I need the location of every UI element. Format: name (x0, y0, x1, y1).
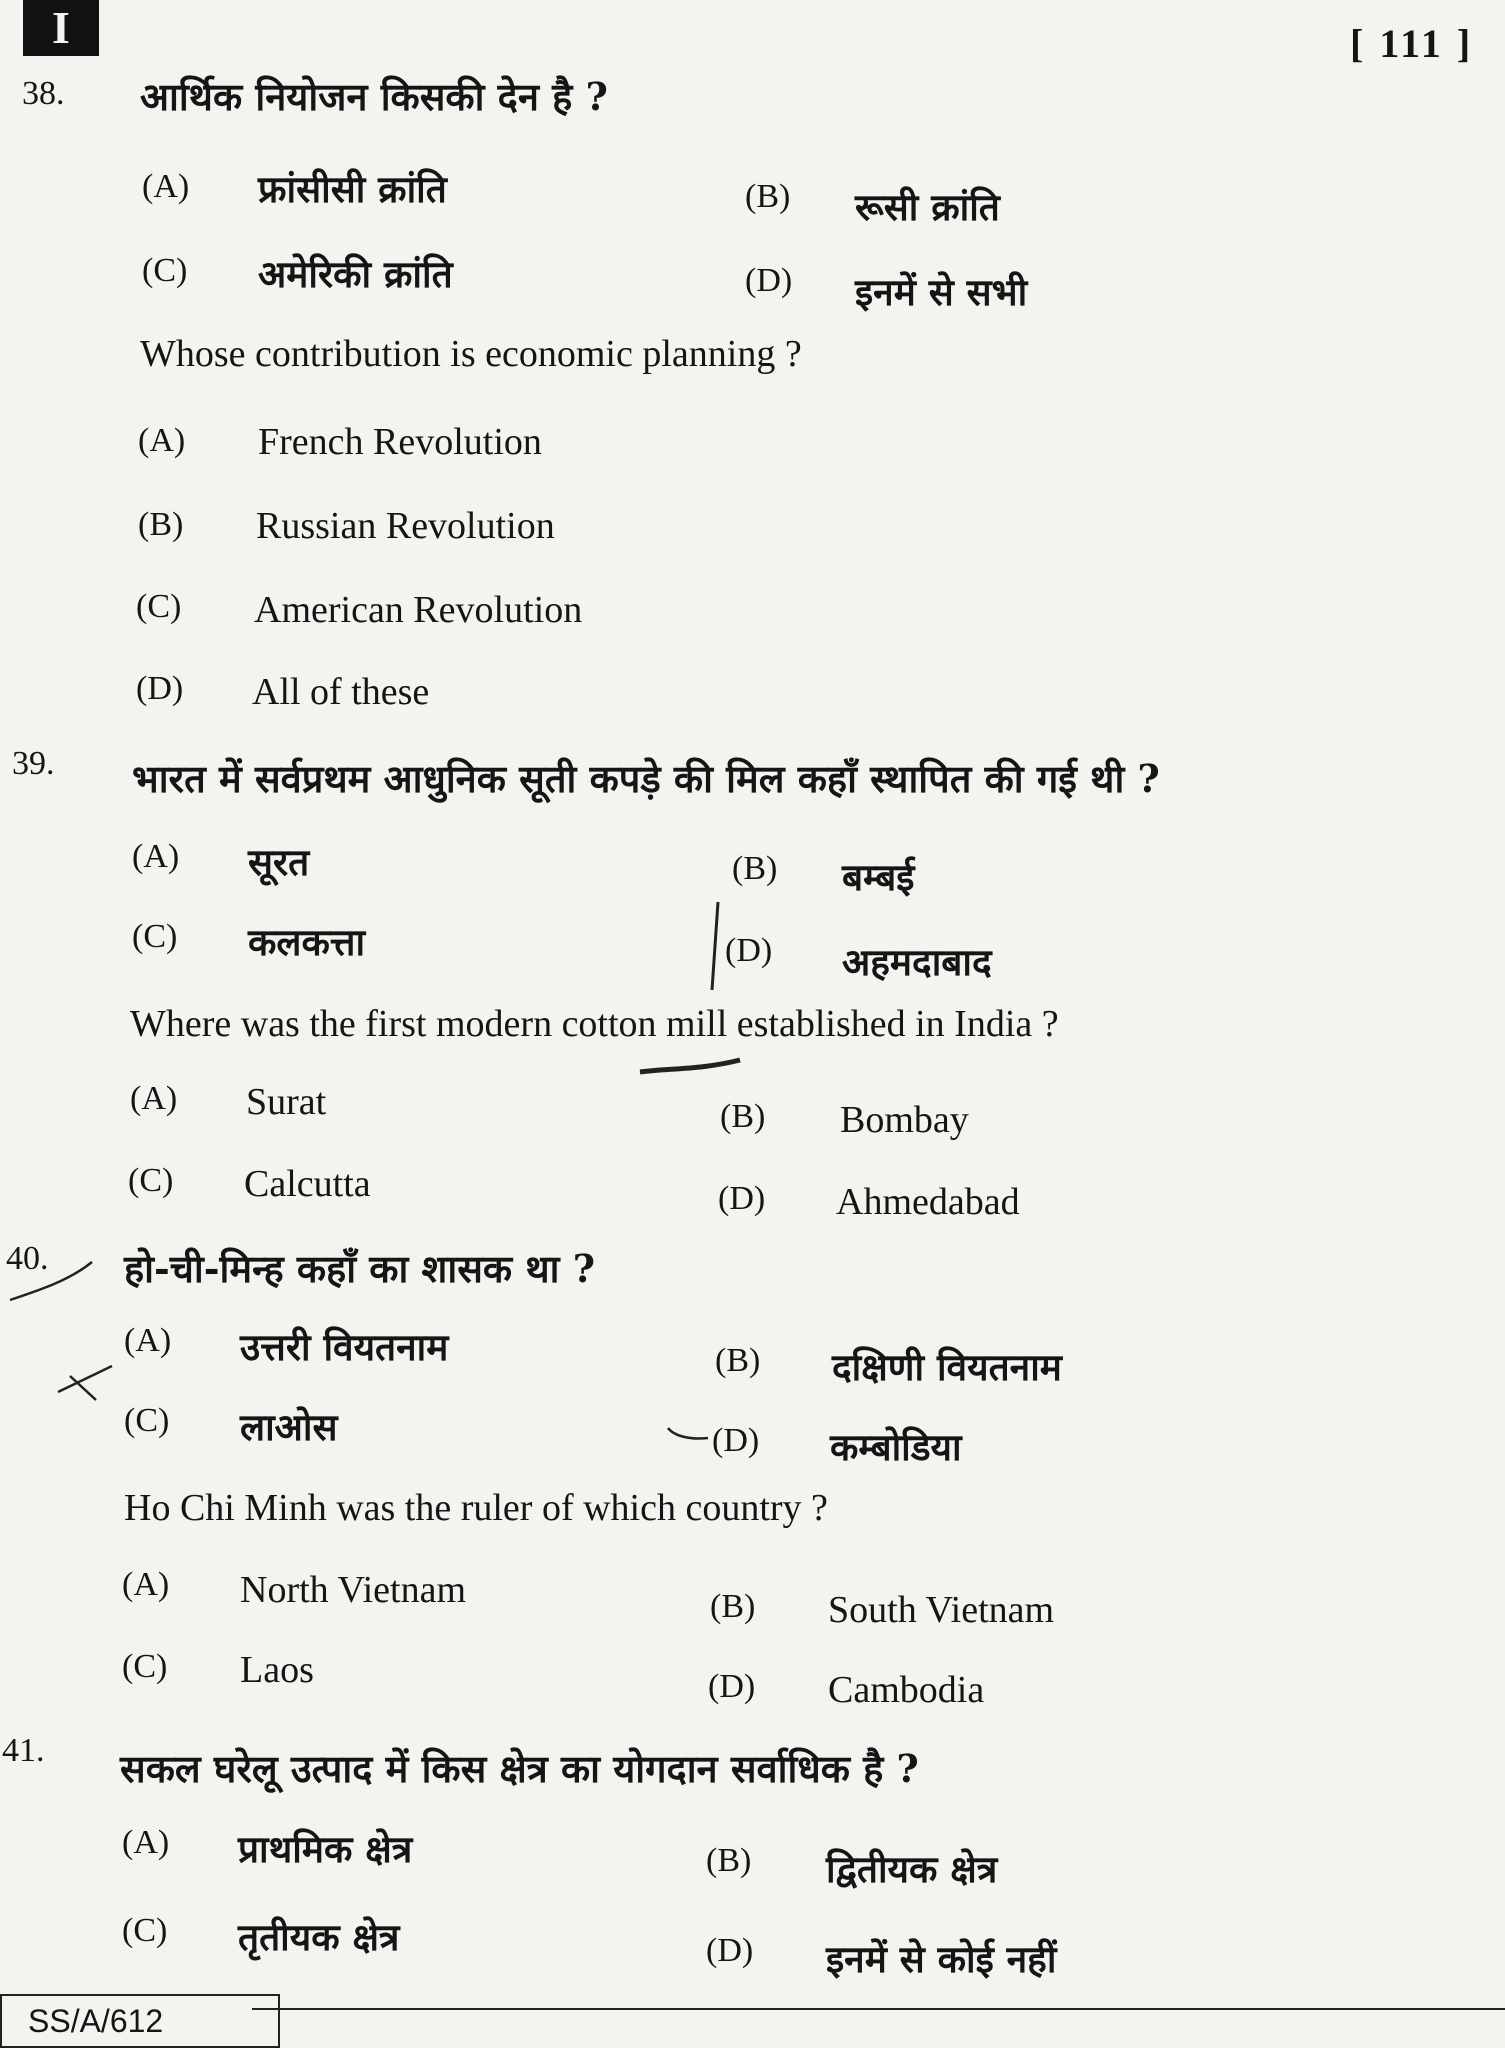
option-letter: (D) (712, 1422, 760, 1459)
option-text-hindi: इनमें से कोई नहीं (826, 1937, 1057, 1981)
question-text-english: Whose contribution is economic planning ? (140, 333, 802, 375)
option-letter: (B) (732, 850, 778, 887)
paper-code: SS/A/612 (0, 1994, 280, 2048)
option-text-english: Bombay (840, 1099, 969, 1141)
option-letter: (B) (706, 1842, 752, 1879)
option-text-hindi: रूसी क्रांति (855, 185, 1000, 229)
question-number: 41. (2, 1732, 45, 1769)
option-text-hindi: प्राथमिक क्षेत्र (238, 1827, 413, 1871)
option-letter: (C) (132, 918, 178, 955)
question-text-hindi: सकल घरेलू उत्पाद में किस क्षेत्र का योगदान सर्वाधिक है ? (120, 1746, 919, 1791)
question-number: 40. (6, 1240, 49, 1277)
option-letter: (C) (124, 1402, 170, 1439)
option-text-hindi: अहमदाबाद (842, 940, 992, 984)
option-letter: (C) (142, 252, 188, 289)
option-text-english: North Vietnam (240, 1569, 467, 1611)
option-text-hindi: कम्बोडिया (830, 1425, 962, 1469)
option-letter: (C) (122, 1648, 168, 1685)
option-letter: (A) (142, 168, 190, 205)
option-text-hindi: फ्रांसीसी क्रांति (258, 167, 447, 211)
option-text-english: Calcutta (244, 1163, 371, 1205)
option-letter: (B) (710, 1588, 756, 1625)
question-text-hindi: हो-ची-मिन्ह कहाँ का शासक था ? (124, 1246, 595, 1291)
page-number: [ 111 ] (1350, 21, 1474, 66)
option-letter: (D) (745, 262, 793, 299)
option-text-english: All of these (252, 671, 430, 713)
option-text-hindi: द्वितीयक क्षेत्र (826, 1847, 998, 1891)
option-text-english: French Revolution (258, 421, 542, 463)
question-text-hindi: भारत में सर्वप्रथम आधुनिक सूती कपड़े की मिल कहाँ स्थापित की गई थी ? (132, 756, 1160, 801)
option-text-hindi: लाओस (240, 1405, 338, 1449)
option-letter: (A) (138, 422, 186, 459)
option-text-hindi: बम्बई (842, 855, 915, 899)
question-text-english: Ho Chi Minh was the ruler of which country ? (124, 1487, 828, 1529)
option-letter: (A) (124, 1322, 172, 1359)
pen-stroke (668, 1428, 708, 1439)
pen-stroke (712, 902, 718, 990)
question-number: 38. (22, 75, 65, 112)
option-text-hindi: इनमें से सभी (855, 270, 1028, 314)
option-letter: (D) (718, 1180, 766, 1217)
option-text-hindi: सूरत (248, 840, 310, 884)
option-letter: (D) (708, 1668, 756, 1705)
option-letter: (D) (706, 1932, 754, 1969)
option-text-hindi: अमेरिकी क्रांति (258, 252, 453, 296)
option-letter: (A) (130, 1080, 178, 1117)
option-letter: (C) (136, 588, 182, 625)
option-letter: (A) (122, 1566, 170, 1603)
option-text-english: American Revolution (254, 589, 583, 631)
option-text-english: South Vietnam (828, 1589, 1055, 1631)
option-letter: (A) (132, 838, 180, 875)
option-letter: (D) (136, 670, 184, 707)
option-text-english: Russian Revolution (256, 505, 555, 547)
option-text-hindi: तृतीयक क्षेत्र (238, 1915, 400, 1959)
tick-mark (58, 1366, 112, 1400)
option-text-english: Ahmedabad (836, 1181, 1020, 1223)
option-text-hindi: उत्तरी वियतनाम (240, 1325, 449, 1369)
question-text-english: Where was the first modern cotton mill established in India ? (130, 1003, 1059, 1045)
set-badge: I (23, 0, 99, 56)
question-text-hindi: आर्थिक नियोजन किसकी देन है ? (140, 74, 608, 119)
option-text-english: Surat (246, 1081, 327, 1123)
option-letter: (D) (725, 932, 773, 969)
option-letter: (B) (715, 1342, 761, 1379)
pen-stroke (640, 1060, 740, 1072)
option-text-english: Cambodia (828, 1669, 985, 1711)
option-letter: (C) (128, 1162, 174, 1199)
option-text-english: Laos (240, 1649, 314, 1691)
option-letter: (C) (122, 1912, 168, 1949)
option-letter: (B) (745, 178, 791, 215)
question-number: 39. (12, 745, 55, 782)
option-text-hindi: कलकत्ता (248, 920, 366, 964)
option-text-hindi: दक्षिणी वियतनाम (832, 1345, 1062, 1389)
option-letter: (B) (720, 1098, 766, 1135)
pen-stroke (10, 1262, 92, 1300)
option-letter: (B) (138, 506, 184, 543)
option-letter: (A) (122, 1824, 170, 1861)
